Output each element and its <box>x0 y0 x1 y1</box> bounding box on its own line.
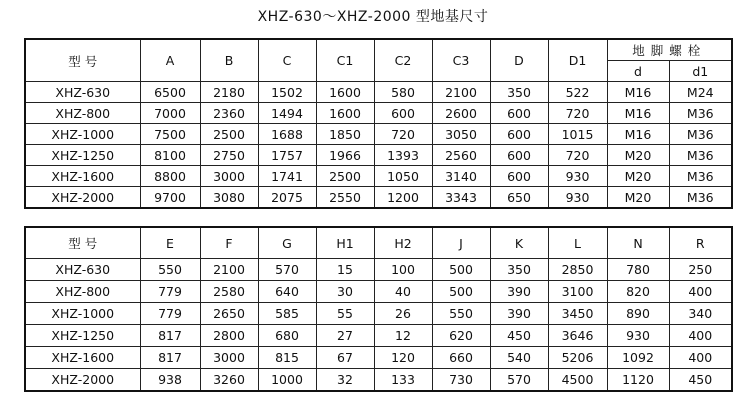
value-cell: 400 <box>669 281 732 303</box>
col-header: C3 <box>432 39 490 82</box>
value-cell: 67 <box>316 347 374 369</box>
value-cell: M36 <box>669 187 732 209</box>
col-header: D <box>490 39 548 82</box>
value-cell: 500 <box>432 259 490 281</box>
value-cell: M16 <box>607 82 669 103</box>
value-cell: M20 <box>607 166 669 187</box>
col-header: J <box>432 227 490 259</box>
value-cell: 660 <box>432 347 490 369</box>
value-cell: 650 <box>490 187 548 209</box>
value-cell: 2650 <box>200 303 258 325</box>
col-header: R <box>669 227 732 259</box>
model-cell: XHZ-630 <box>25 259 140 281</box>
value-cell: 2360 <box>200 103 258 124</box>
value-cell: 3646 <box>548 325 607 347</box>
value-cell: 450 <box>490 325 548 347</box>
value-cell: 2180 <box>200 82 258 103</box>
value-cell: 500 <box>432 281 490 303</box>
value-cell: 600 <box>490 166 548 187</box>
value-cell: 779 <box>140 303 200 325</box>
value-cell: 1757 <box>258 145 316 166</box>
value-cell: 600 <box>490 124 548 145</box>
value-cell: 1850 <box>316 124 374 145</box>
value-cell: 730 <box>432 369 490 392</box>
col-header: G <box>258 227 316 259</box>
col-header: C2 <box>374 39 432 82</box>
value-cell: M24 <box>669 82 732 103</box>
value-cell: 1200 <box>374 187 432 209</box>
model-cell: XHZ-800 <box>25 281 140 303</box>
value-cell: 580 <box>374 82 432 103</box>
value-cell: M20 <box>607 145 669 166</box>
bolt-header: 地脚螺栓 <box>607 39 732 61</box>
value-cell: 1050 <box>374 166 432 187</box>
value-cell: 780 <box>607 259 669 281</box>
value-cell: 550 <box>140 259 200 281</box>
table-row <box>25 166 732 187</box>
table-row <box>25 303 732 325</box>
page-title: XHZ-630～XHZ-2000 型地基尺寸 <box>257 9 489 25</box>
value-cell: 1000 <box>258 369 316 392</box>
value-cell: 2750 <box>200 145 258 166</box>
value-cell: 815 <box>258 347 316 369</box>
value-cell: 1741 <box>258 166 316 187</box>
value-cell: 2800 <box>200 325 258 347</box>
value-cell: 2580 <box>200 281 258 303</box>
value-cell: 15 <box>316 259 374 281</box>
value-cell: 930 <box>548 166 607 187</box>
value-cell: 570 <box>258 259 316 281</box>
value-cell: 817 <box>140 347 200 369</box>
value-cell: 6500 <box>140 82 200 103</box>
bolt-sub-header: d1 <box>669 61 732 82</box>
model-cell: XHZ-2000 <box>25 187 140 209</box>
col-header: N <box>607 227 669 259</box>
value-cell: 1015 <box>548 124 607 145</box>
value-cell: M36 <box>669 124 732 145</box>
value-cell: 680 <box>258 325 316 347</box>
value-cell: 1120 <box>607 369 669 392</box>
table-row <box>25 281 732 303</box>
table-row <box>25 124 732 145</box>
value-cell: 2075 <box>258 187 316 209</box>
value-cell: 720 <box>548 145 607 166</box>
value-cell: 3450 <box>548 303 607 325</box>
value-cell: 570 <box>490 369 548 392</box>
value-cell: 8800 <box>140 166 200 187</box>
value-cell: 820 <box>607 281 669 303</box>
bolt-sub-header: d <box>607 61 669 82</box>
value-cell: 7500 <box>140 124 200 145</box>
col-header: C <box>258 39 316 82</box>
value-cell: 340 <box>669 303 732 325</box>
value-cell: 600 <box>490 145 548 166</box>
value-cell: 720 <box>374 124 432 145</box>
value-cell: 1393 <box>374 145 432 166</box>
value-cell: 350 <box>490 82 548 103</box>
table-row <box>25 347 732 369</box>
value-cell: M36 <box>669 103 732 124</box>
table-row <box>25 259 732 281</box>
value-cell: 12 <box>374 325 432 347</box>
value-cell: 390 <box>490 303 548 325</box>
value-cell: 120 <box>374 347 432 369</box>
value-cell: 55 <box>316 303 374 325</box>
value-cell: M20 <box>607 187 669 209</box>
value-cell: 2100 <box>200 259 258 281</box>
value-cell: 2560 <box>432 145 490 166</box>
value-cell: 5206 <box>548 347 607 369</box>
value-cell: 250 <box>669 259 732 281</box>
col-header: B <box>200 39 258 82</box>
value-cell: 100 <box>374 259 432 281</box>
table-row <box>25 325 732 347</box>
value-cell: 3000 <box>200 347 258 369</box>
value-cell: 2550 <box>316 187 374 209</box>
value-cell: 3050 <box>432 124 490 145</box>
value-cell: 9700 <box>140 187 200 209</box>
model-cell: XHZ-800 <box>25 103 140 124</box>
foundation-table-2 <box>24 226 733 392</box>
col-header: H1 <box>316 227 374 259</box>
value-cell: 2500 <box>316 166 374 187</box>
value-cell: 1600 <box>316 103 374 124</box>
value-cell: 3100 <box>548 281 607 303</box>
value-cell: 585 <box>258 303 316 325</box>
col-header: D1 <box>548 39 607 82</box>
value-cell: 3140 <box>432 166 490 187</box>
model-cell: XHZ-1600 <box>25 347 140 369</box>
value-cell: 1502 <box>258 82 316 103</box>
value-cell: 2500 <box>200 124 258 145</box>
value-cell: 540 <box>490 347 548 369</box>
table-row <box>25 145 732 166</box>
value-cell: 32 <box>316 369 374 392</box>
value-cell: 26 <box>374 303 432 325</box>
value-cell: 600 <box>490 103 548 124</box>
value-cell: 400 <box>669 325 732 347</box>
value-cell: 930 <box>548 187 607 209</box>
model-cell: XHZ-1250 <box>25 145 140 166</box>
value-cell: 1688 <box>258 124 316 145</box>
value-cell: 2600 <box>432 103 490 124</box>
model-cell: XHZ-1000 <box>25 303 140 325</box>
table-row <box>25 187 732 209</box>
model-header: 型 号 <box>25 39 140 82</box>
value-cell: 1966 <box>316 145 374 166</box>
table-row <box>25 369 732 392</box>
col-header: H2 <box>374 227 432 259</box>
value-cell: 720 <box>548 103 607 124</box>
value-cell: 938 <box>140 369 200 392</box>
value-cell: M16 <box>607 103 669 124</box>
col-header: C1 <box>316 39 374 82</box>
col-header: E <box>140 227 200 259</box>
value-cell: 40 <box>374 281 432 303</box>
model-header: 型 号 <box>25 227 140 259</box>
value-cell: 1092 <box>607 347 669 369</box>
value-cell: 2850 <box>548 259 607 281</box>
value-cell: 30 <box>316 281 374 303</box>
value-cell: 817 <box>140 325 200 347</box>
value-cell: 3000 <box>200 166 258 187</box>
value-cell: 390 <box>490 281 548 303</box>
value-cell: 4500 <box>548 369 607 392</box>
foundation-table-1 <box>24 38 733 209</box>
value-cell: 133 <box>374 369 432 392</box>
value-cell: 450 <box>669 369 732 392</box>
value-cell: 27 <box>316 325 374 347</box>
col-header: F <box>200 227 258 259</box>
value-cell: 600 <box>374 103 432 124</box>
value-cell: M36 <box>669 145 732 166</box>
value-cell: 640 <box>258 281 316 303</box>
value-cell: 3080 <box>200 187 258 209</box>
model-cell: XHZ-1250 <box>25 325 140 347</box>
value-cell: 3343 <box>432 187 490 209</box>
model-cell: XHZ-1000 <box>25 124 140 145</box>
model-cell: XHZ-1600 <box>25 166 140 187</box>
value-cell: M16 <box>607 124 669 145</box>
col-header: L <box>548 227 607 259</box>
value-cell: 930 <box>607 325 669 347</box>
value-cell: 2100 <box>432 82 490 103</box>
value-cell: 620 <box>432 325 490 347</box>
value-cell: 400 <box>669 347 732 369</box>
value-cell: 1600 <box>316 82 374 103</box>
value-cell: 522 <box>548 82 607 103</box>
value-cell: 1494 <box>258 103 316 124</box>
value-cell: 350 <box>490 259 548 281</box>
value-cell: 7000 <box>140 103 200 124</box>
model-cell: XHZ-630 <box>25 82 140 103</box>
table-row <box>25 103 732 124</box>
table-row <box>25 82 732 103</box>
model-cell: XHZ-2000 <box>25 369 140 392</box>
value-cell: 550 <box>432 303 490 325</box>
col-header: A <box>140 39 200 82</box>
col-header: K <box>490 227 548 259</box>
value-cell: 890 <box>607 303 669 325</box>
value-cell: 3260 <box>200 369 258 392</box>
value-cell: 779 <box>140 281 200 303</box>
value-cell: 8100 <box>140 145 200 166</box>
value-cell: M36 <box>669 166 732 187</box>
